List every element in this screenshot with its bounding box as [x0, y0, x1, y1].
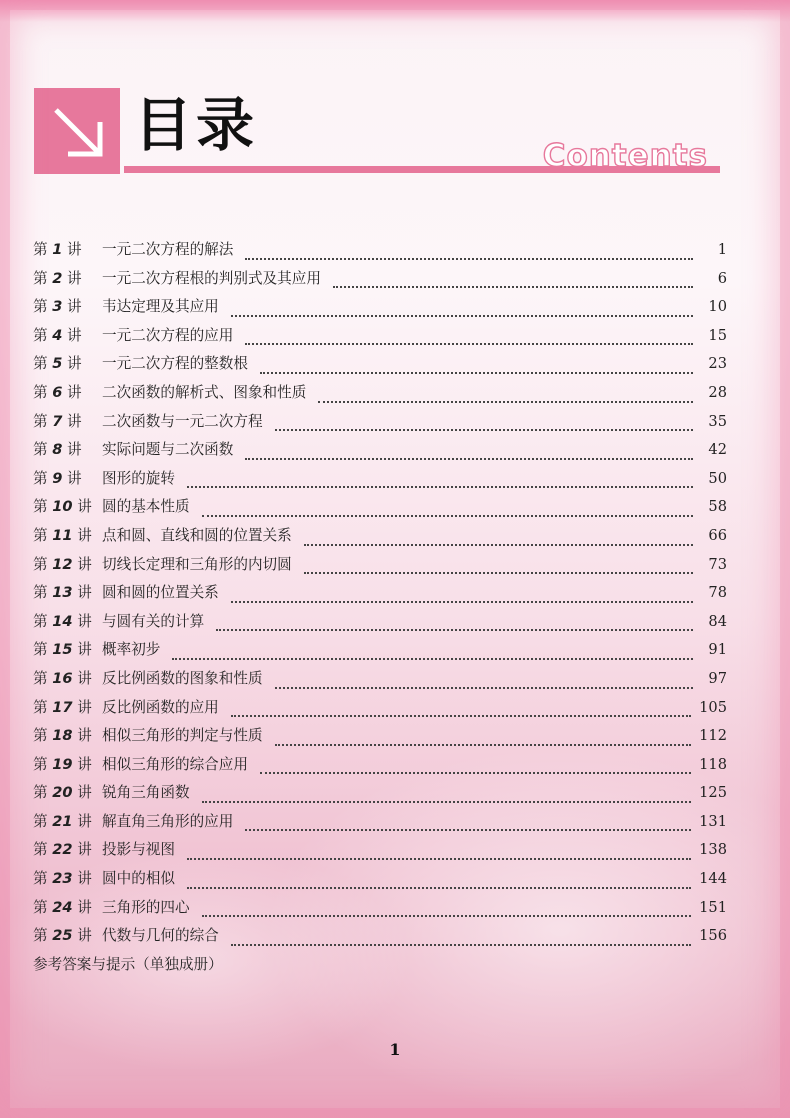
- lecture-suffix: 讲: [77, 498, 92, 516]
- dot-leader: [260, 772, 691, 774]
- lecture-number: [33, 579, 102, 608]
- lecture-prefix: 第: [33, 355, 48, 373]
- lecture-number: [33, 379, 102, 408]
- lecture-page-number: 78: [708, 584, 727, 602]
- lecture-number: [33, 894, 102, 923]
- lecture-page-number: 28: [708, 383, 727, 401]
- lecture-prefix: 第: [33, 383, 48, 401]
- dot-leader: [245, 458, 693, 460]
- lecture-number: [33, 436, 102, 465]
- toc-item: [33, 865, 727, 894]
- dot-leader: [187, 486, 693, 488]
- dot-leader: [231, 715, 691, 717]
- dot-leader: [231, 601, 693, 603]
- dot-leader: [202, 515, 693, 517]
- lecture-page-number: 151: [699, 898, 727, 916]
- lecture-title: 点和圆、直线和圆的位置关系: [102, 526, 292, 544]
- lecture-number: [33, 408, 102, 437]
- toc-item: [33, 665, 727, 694]
- lecture-prefix: 第: [33, 269, 48, 287]
- lecture-suffix: 讲: [77, 612, 92, 630]
- toc-item: [33, 694, 727, 723]
- dot-leader: [260, 372, 693, 374]
- lecture-number: [33, 808, 102, 837]
- page-number: 1: [389, 1040, 401, 1059]
- lecture-number: [33, 836, 102, 865]
- lecture-prefix: 第: [33, 441, 48, 459]
- lecture-title: 一元二次方程根的判别式及其应用: [102, 269, 321, 287]
- lecture-title: 代数与几何的综合: [102, 927, 219, 945]
- lecture-suffix: 讲: [77, 555, 92, 573]
- lecture-number: [33, 636, 102, 665]
- dot-leader: [245, 829, 691, 831]
- dot-leader: [202, 801, 692, 803]
- lecture-index: 5: [52, 355, 63, 373]
- lecture-number: [33, 293, 102, 322]
- page-title: 目录: [134, 91, 259, 159]
- lecture-number: [33, 265, 102, 294]
- lecture-prefix: 第: [33, 555, 48, 573]
- lecture-index: 1: [52, 241, 63, 258]
- dot-leader: [187, 887, 691, 889]
- lecture-prefix: 第: [33, 326, 48, 344]
- lecture-title: 圆和圆的位置关系: [102, 584, 219, 602]
- lecture-title: 与圆有关的计算: [102, 612, 205, 630]
- lecture-index: 23: [52, 870, 73, 888]
- lecture-page-number: 144: [699, 870, 727, 888]
- toc-item: [33, 493, 727, 522]
- lecture-title: 投影与视图: [102, 841, 175, 859]
- lecture-prefix: 第: [33, 584, 48, 602]
- lecture-suffix: 讲: [67, 469, 82, 487]
- lecture-page-number: 73: [708, 555, 727, 573]
- dot-leader: [304, 572, 693, 574]
- lecture-suffix: 讲: [77, 870, 92, 888]
- lecture-page-number: 58: [708, 498, 727, 516]
- toc-item: [33, 751, 727, 780]
- lecture-prefix: 第: [33, 298, 48, 316]
- lecture-suffix: 讲: [77, 584, 92, 602]
- toc-item: [33, 293, 727, 322]
- lecture-number: [33, 922, 102, 951]
- dot-leader: [245, 258, 693, 260]
- lecture-title: 实际问题与二次函数: [102, 441, 234, 459]
- lecture-suffix: 讲: [77, 841, 92, 859]
- lecture-page-number: 97: [708, 669, 727, 687]
- lecture-number: [33, 551, 102, 580]
- lecture-index: 25: [52, 927, 73, 945]
- lecture-page-number: 6: [717, 269, 727, 287]
- lecture-title: 概率初步: [102, 641, 161, 659]
- lecture-prefix: 第: [33, 498, 48, 516]
- lecture-index: 18: [52, 727, 73, 745]
- lecture-title: 二次函数的解析式、图象和性质: [102, 383, 307, 401]
- lecture-index: 13: [52, 584, 73, 602]
- lecture-title: 一元二次方程的应用: [102, 326, 234, 344]
- lecture-prefix: 第: [33, 669, 48, 687]
- lecture-index: 8: [52, 441, 63, 459]
- lecture-prefix: 第: [33, 641, 48, 659]
- arrow-down-right-icon: [34, 88, 120, 174]
- header-pink-square: [34, 88, 120, 174]
- lecture-suffix: 讲: [77, 755, 92, 773]
- lecture-number: [33, 722, 102, 751]
- dot-leader: [333, 286, 693, 288]
- lecture-title: 锐角三角函数: [102, 784, 190, 802]
- lecture-suffix: 讲: [67, 355, 82, 373]
- lecture-index: 15: [52, 641, 73, 659]
- lecture-prefix: 第: [33, 812, 48, 830]
- lecture-title: 二次函数与一元二次方程: [102, 412, 263, 430]
- lecture-suffix: 讲: [67, 298, 82, 316]
- toc-list: [33, 236, 727, 951]
- lecture-index: 22: [52, 841, 73, 859]
- lecture-suffix: 讲: [77, 784, 92, 802]
- dot-leader: [275, 744, 692, 746]
- lecture-title: 圆的基本性质: [102, 498, 190, 516]
- toc-item: [33, 579, 727, 608]
- lecture-title: 一元二次方程的整数根: [102, 355, 248, 373]
- lecture-prefix: 第: [33, 755, 48, 773]
- dot-leader: [231, 944, 691, 946]
- lecture-index: 4: [52, 326, 63, 344]
- lecture-prefix: 第: [33, 412, 48, 430]
- lecture-prefix: 第: [33, 612, 48, 630]
- lecture-title: 相似三角形的判定与性质: [102, 727, 263, 745]
- lecture-title: 相似三角形的综合应用: [102, 755, 248, 773]
- lecture-title: 解直角三角形的应用: [102, 812, 234, 830]
- lecture-page-number: 118: [699, 755, 727, 773]
- lecture-page-number: 138: [699, 841, 727, 859]
- answers-line: 参考答案与提示（单独成册）: [33, 955, 223, 973]
- lecture-suffix: 讲: [77, 698, 92, 716]
- lecture-suffix: 讲: [77, 898, 92, 916]
- dot-leader: [304, 544, 693, 546]
- lecture-page-number: 105: [699, 698, 727, 716]
- dot-leader: [231, 315, 693, 317]
- lecture-page-number: 125: [699, 784, 727, 802]
- lecture-index: 24: [52, 898, 73, 916]
- dot-leader: [275, 687, 693, 689]
- lecture-number: [33, 322, 102, 351]
- dot-leader: [216, 629, 693, 631]
- lecture-number: [33, 608, 102, 637]
- lecture-index: 21: [52, 812, 73, 830]
- lecture-prefix: 第: [33, 698, 48, 716]
- toc-item: [33, 236, 727, 265]
- lecture-index: 9: [52, 469, 63, 487]
- lecture-number: [33, 493, 102, 522]
- lecture-page-number: 10: [708, 298, 727, 316]
- lecture-prefix: 第: [33, 727, 48, 745]
- lecture-suffix: 讲: [77, 927, 92, 945]
- lecture-suffix: 讲: [67, 441, 82, 459]
- lecture-title: 三角形的四心: [102, 898, 190, 916]
- dot-leader: [187, 858, 691, 860]
- lecture-number: [33, 665, 102, 694]
- lecture-prefix: 第: [33, 927, 48, 945]
- lecture-page-number: 50: [708, 469, 727, 487]
- lecture-title: 反比例函数的图象和性质: [102, 669, 263, 687]
- lecture-suffix: 讲: [67, 412, 82, 430]
- lecture-number: [33, 694, 102, 723]
- toc-item: [33, 894, 727, 923]
- lecture-number: [33, 350, 102, 379]
- lecture-page-number: 156: [699, 927, 727, 945]
- toc-item: [33, 408, 727, 437]
- lecture-index: 3: [52, 298, 63, 316]
- lecture-index: 6: [52, 383, 63, 401]
- lecture-index: 11: [52, 526, 73, 544]
- lecture-title: 图形的旋转: [102, 469, 175, 487]
- lecture-index: 19: [52, 755, 73, 773]
- lecture-index: 16: [52, 669, 73, 687]
- lecture-index: 20: [52, 784, 73, 802]
- toc-item: [33, 779, 727, 808]
- lecture-prefix: 第: [33, 870, 48, 888]
- lecture-suffix: 讲: [77, 812, 92, 830]
- toc-item: [33, 722, 727, 751]
- lecture-page-number: 84: [708, 612, 727, 630]
- contents-subtitle: Contents: [542, 138, 708, 174]
- lecture-title: 圆中的相似: [102, 870, 175, 888]
- lecture-suffix: 讲: [77, 641, 92, 659]
- table-of-contents: [33, 236, 727, 979]
- lecture-index: 12: [52, 555, 73, 573]
- page-header: [0, 0, 790, 200]
- lecture-page-number: 15: [708, 326, 727, 344]
- lecture-page-number: 1: [717, 241, 727, 258]
- dot-leader: [245, 343, 693, 345]
- lecture-number: [33, 522, 102, 551]
- lecture-title: 反比例函数的应用: [102, 698, 219, 716]
- lecture-prefix: 第: [33, 526, 48, 544]
- toc-item: [33, 636, 727, 665]
- lecture-prefix: 第: [33, 784, 48, 802]
- toc-item: [33, 922, 727, 951]
- lecture-page-number: 91: [708, 641, 727, 659]
- lecture-number: [33, 236, 102, 265]
- lecture-prefix: 第: [33, 898, 48, 916]
- lecture-suffix: 讲: [67, 383, 82, 401]
- lecture-title: 一元二次方程的解法: [102, 241, 234, 258]
- toc-item: [33, 522, 727, 551]
- dot-leader: [275, 429, 693, 431]
- lecture-suffix: 讲: [77, 727, 92, 745]
- lecture-page-number: 35: [708, 412, 727, 430]
- lecture-title: 切线长定理和三角形的内切圆: [102, 555, 292, 573]
- lecture-page-number: 112: [699, 727, 727, 745]
- lecture-index: 17: [52, 698, 73, 716]
- dot-leader: [202, 915, 692, 917]
- lecture-suffix: 讲: [67, 241, 82, 258]
- toc-item: [33, 836, 727, 865]
- lecture-suffix: 讲: [67, 326, 82, 344]
- lecture-suffix: 讲: [67, 269, 82, 287]
- toc-item: [33, 265, 727, 294]
- lecture-index: 10: [52, 498, 73, 516]
- lecture-page-number: 131: [699, 812, 727, 830]
- toc-item: [33, 379, 727, 408]
- lecture-title: 韦达定理及其应用: [102, 298, 219, 316]
- lecture-index: 7: [52, 412, 63, 430]
- toc-item: [33, 465, 727, 494]
- lecture-page-number: 42: [708, 441, 727, 459]
- toc-item: [33, 350, 727, 379]
- lecture-number: [33, 865, 102, 894]
- toc-item: [33, 808, 727, 837]
- dot-leader: [172, 658, 693, 660]
- lecture-number: [33, 779, 102, 808]
- lecture-prefix: 第: [33, 241, 48, 258]
- lecture-number: [33, 751, 102, 780]
- toc-item: [33, 322, 727, 351]
- toc-item: [33, 608, 727, 637]
- lecture-prefix: 第: [33, 841, 48, 859]
- dot-leader: [318, 401, 693, 403]
- lecture-prefix: 第: [33, 469, 48, 487]
- lecture-page-number: 23: [708, 355, 727, 373]
- lecture-suffix: 讲: [77, 669, 92, 687]
- toc-item: [33, 551, 727, 580]
- lecture-number: [33, 465, 102, 494]
- lecture-suffix: 讲: [77, 526, 92, 544]
- lecture-page-number: 66: [708, 526, 727, 544]
- lecture-index: 14: [52, 612, 73, 630]
- toc-item: [33, 436, 727, 465]
- lecture-index: 2: [52, 269, 63, 287]
